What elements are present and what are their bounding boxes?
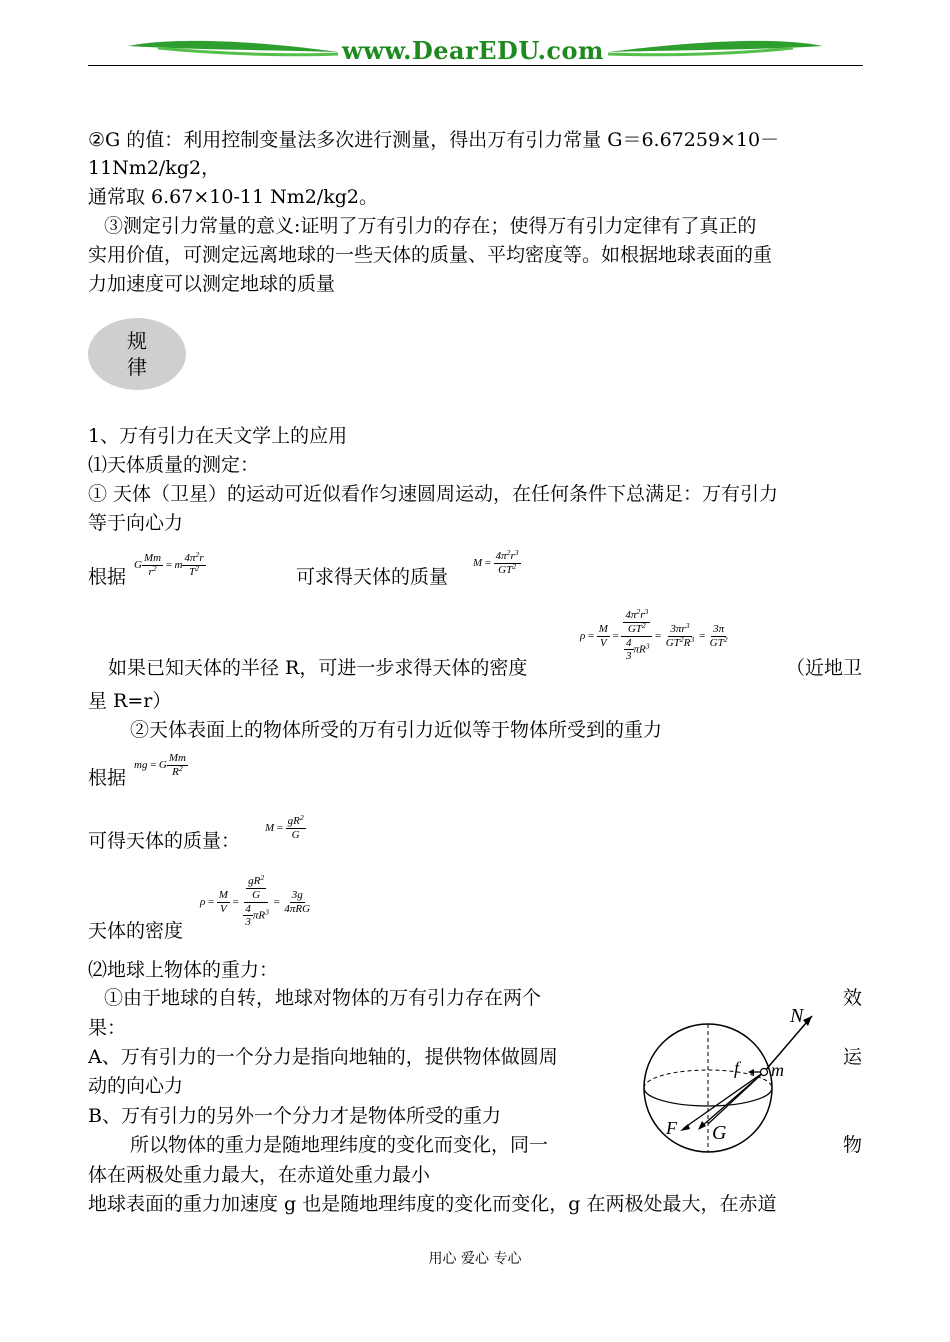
component-b-line: B、万有引力的另外一个分力才是物体所受的重力 bbox=[88, 1105, 501, 1127]
header-rule bbox=[88, 65, 863, 66]
badge-char-2: 律 bbox=[127, 355, 147, 379]
component-a-line-1-end: 运 bbox=[843, 1046, 863, 1068]
label-gravitation: F bbox=[666, 1118, 677, 1138]
formula-gravity-centripetal: G $\frac{Mm}{r^2}$ = m $\frac{4\pi^2r}{T^2}$ bbox=[134, 549, 204, 578]
density2-text: 天体的密度 bbox=[88, 920, 184, 942]
item1-line-2: 等于向心力 bbox=[88, 512, 184, 534]
meaning-line-1: ③测定引力常量的意义:证明了万有引力的存在；使得万有引力定律有了真正的 bbox=[104, 215, 757, 237]
conclusion-line-1: 所以物体的重力是随地理纬度的变化而变化，同一 bbox=[130, 1134, 549, 1156]
meaning-line-2: 实用价值，可测定远离地球的一些天体的质量、平均密度等。如根据地球表面的重 bbox=[88, 244, 773, 266]
item2-line: ②天体表面上的物体所受的万有引力近似等于物体所受到的重力 bbox=[130, 719, 663, 741]
label-friction: f bbox=[734, 1058, 740, 1078]
g-value-line-3: 通常取 6.67×10-11 Nm2/kg2。 bbox=[88, 186, 378, 208]
earth-force-diagram bbox=[640, 1000, 830, 1160]
subheading-mass-measure: ⑴天体质量的测定： bbox=[88, 454, 260, 476]
basis-label-2: 根据 bbox=[88, 767, 127, 789]
mass2-text: 可得天体的质量： bbox=[88, 830, 241, 852]
label-mass: m bbox=[771, 1060, 784, 1080]
subheading-earth-gravity: ⑵地球上物体的重力： bbox=[88, 959, 279, 981]
section-badge bbox=[88, 318, 186, 390]
g-value-line-2: 11Nm2/kg2， bbox=[88, 157, 221, 179]
site-name: www.DearEDU.com bbox=[342, 36, 604, 65]
item1-line-1: ① 天体（卫星）的运动可近似看作匀速圆周运动，在任何条件下总满足：万有引力 bbox=[88, 483, 779, 505]
formula-mass: M = $\frac{4\pi^2r^3}{GT^2}$ bbox=[473, 547, 519, 576]
mass-text: 可求得天体的质量 bbox=[296, 566, 449, 588]
law-heading: 1、万有引力在天文学上的应用 bbox=[88, 425, 348, 447]
label-weight: G bbox=[712, 1122, 727, 1144]
label-normal-force: N bbox=[790, 1005, 804, 1027]
badge-char-1: 规 bbox=[127, 329, 147, 353]
conclusion-line-2: 体在两极处重力最大，在赤道处重力最小 bbox=[88, 1164, 431, 1186]
effect-line-1: ①由于地球的自转，地球对物体的万有引力存在两个 bbox=[104, 987, 542, 1009]
density-text: 如果已知天体的半径 R，可进一步求得天体的密度 bbox=[108, 657, 528, 679]
basis-label-1: 根据 bbox=[88, 566, 127, 588]
component-a-line-2: 动的向心力 bbox=[88, 1075, 184, 1097]
g-value-line-1: ②G 的值：利用控制变量法多次进行测量，得出万有引力常量 G＝6.67259×10－ bbox=[88, 129, 780, 151]
conclusion-line-1-end: 物 bbox=[843, 1134, 863, 1156]
near-satellite-1: （近地卫 bbox=[786, 657, 863, 679]
formula-mass-2: M = $\frac{gR^2}{G}$ bbox=[265, 812, 304, 841]
meaning-line-3: 力加速度可以测定地球的质量 bbox=[88, 273, 336, 295]
effect-line-2: 果： bbox=[88, 1017, 127, 1039]
near-satellite-2: 星 R=r） bbox=[88, 690, 172, 712]
formula-weight: mg = G $\frac{Mm}{R^2}$ bbox=[134, 751, 186, 778]
effect-line-1-end: 效 bbox=[843, 987, 863, 1009]
formula-density-2: ρ = $\frac{M}{V}$ = $\frac{gR^2}{G}$ $\frac{4}{3}$ $\pi R^3$ = $\frac{3g}{\text{4πRG}}$ bbox=[200, 872, 311, 929]
component-a-line-1: A、万有引力的一个分力是指向地轴的，提供物体做圆周 bbox=[88, 1046, 558, 1068]
gravity-acceleration-line: 地球表面的重力加速度 g 也是随地理纬度的变化而变化，g 在两极处最大，在赤道 bbox=[88, 1193, 777, 1215]
header-logo bbox=[88, 28, 863, 72]
formula-density: ρ = $\frac{M}{V}$ = $\frac{4\pi^2r^3}{GT^2}$ $\frac{4}{3}$ $\pi R^3$ = $\frac{3\pi r^3}{GT^2R^3}$ = $\frac{3\pi}{GT^2}$ bbox=[580, 606, 728, 663]
page-footer: 用心 爱心 专心 bbox=[428, 1251, 522, 1267]
